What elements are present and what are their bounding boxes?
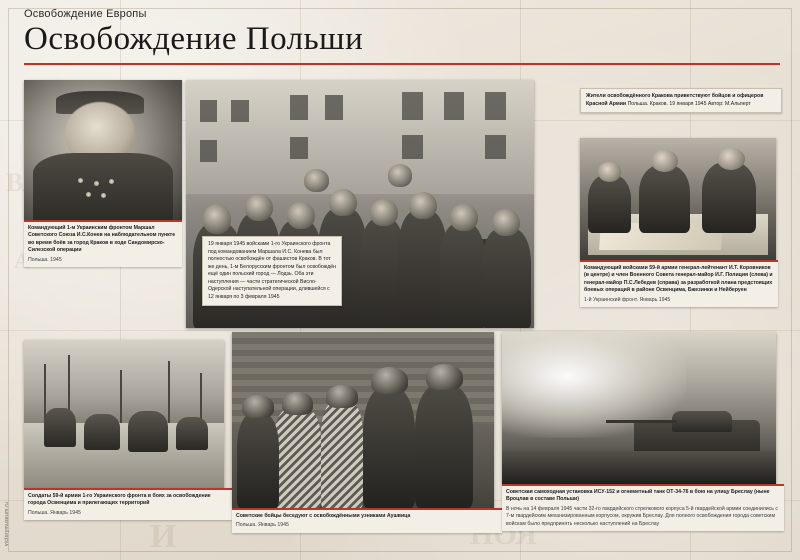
note-krakow-place-date: Польша. Краков. 19 января 1945 [627, 100, 707, 107]
photo-breslau-image [502, 332, 776, 484]
caption-auschwitz-title: Советские бойцы беседуют с освобождёнными узниками Аушвица [236, 513, 411, 519]
photo-korovnikov [580, 138, 776, 260]
note-krakow-greeting [580, 88, 782, 113]
caption-trench-title: Солдаты 59-й армии 1-го Украинского фронта в боях за освобождение города Освенцима и прилегающих территорий [28, 493, 211, 507]
caption-breslau-sub: В ночь на 14 февраля 1945 части 32-го гвардейского стрелкового корпуса 5-й гвардейской армии соединились с 7-м гвардейским механизированным корпусом, окружив Бреслау. Для полного освобождения города советским войскам было предпринять несколько наступлений на Бреслау [506, 505, 779, 527]
site-credit: victorymuseum.ru [4, 501, 10, 546]
poster-header [22, 8, 778, 65]
caption-konev-sub: Польша. 1945 [28, 256, 62, 263]
caption-korovnikov-sub: 1-й Украинский фронт. Январь 1945 [584, 296, 671, 303]
caption-auschwitz [232, 508, 502, 533]
caption-trench [24, 488, 232, 520]
title-rule [24, 63, 780, 65]
photo-trench-image [24, 340, 224, 488]
photo-auschwitz-prisoners [232, 332, 494, 508]
background-texture: А И НОЯ [0, 0, 800, 560]
note-krakow-author: Автор: М.Альперт [707, 100, 751, 107]
caption-breslau-title: Советская самоходная установка ИСУ-152 и огнеметный танк ОТ-34-76 в бою на улицу Бреслау (ныне Вроцлав в составе Польши) [506, 489, 770, 503]
series-kicker: Освобождение Европы [24, 8, 147, 20]
note-krakow-title: Жители освобождённого Кракова приветствуют бойцов и офицеров Красной Армии [586, 93, 764, 107]
note-operation-summary [202, 236, 342, 306]
photo-breslau-tank [502, 332, 776, 484]
caption-korovnikov [580, 260, 778, 307]
caption-korovnikov-title: Командующий войсками 59-й армии генерал-лейтенант И.Т. Коровников (в центре) и член Военного Совета генерал-майор И.Г. Полиция (слева) и генерал-майор П.С.Лебедев (справа) за разработкой плана предстоящих боевых операций в районе Освенцима, Бжезинки и Нейберуен [584, 265, 773, 294]
caption-breslau [502, 484, 784, 531]
photo-trench-soldiers [24, 340, 224, 488]
caption-trench-sub: Польша. Январь 1945 [28, 509, 81, 516]
photo-auschwitz-image [232, 332, 494, 508]
photo-konev-image [24, 80, 182, 220]
caption-konev [24, 220, 182, 267]
photo-konev-portrait [24, 80, 182, 220]
caption-konev-title: Командующий 1-м Украинским фронтом Маршал Советского Союза И.С.Конев на наблюдательном пункте во время боёв за город Краков в ходе Сандомирско-Силезской операции [28, 225, 176, 254]
note-operation-body: 19 января 1945 войсками 1-го Украинского фронта под командованием Маршала И.С. Конева был полностью освобождён от фашистов Краков. В тот же день, 1-м Белорусским фронтом был освобождён ещё один польский город — Лодзь. Оба эти наступления — части стратегической Висло-Одерской наступательной операции, длившейся с 12 января по 3 февраля 1945 [208, 241, 336, 300]
caption-auschwitz-sub: Польша. Январь 1945 [236, 522, 289, 529]
photo-korovnikov-image [580, 138, 776, 260]
page-title: Освобождение Польши [24, 21, 364, 57]
